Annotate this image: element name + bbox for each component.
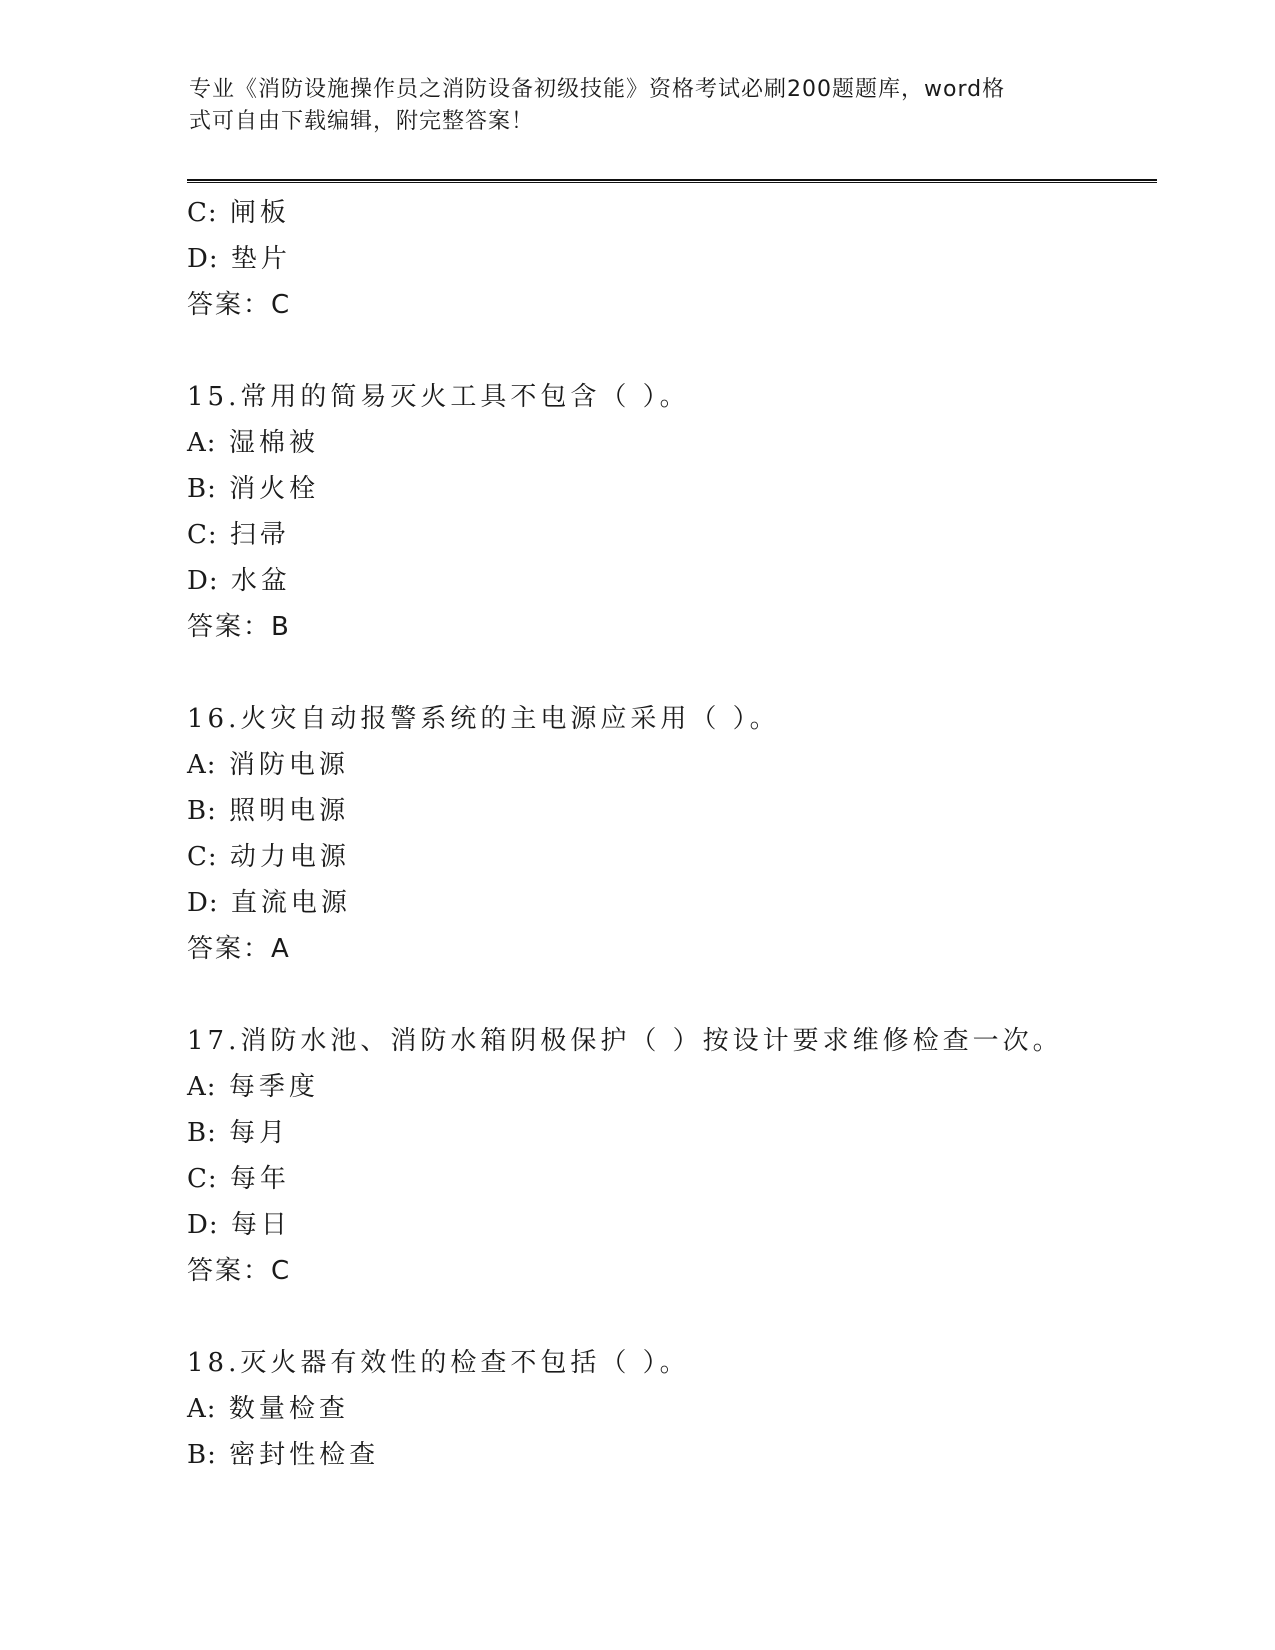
- option-text: 每月: [229, 1118, 290, 1148]
- option-letter: C:: [187, 520, 218, 550]
- spacer: [187, 1294, 1147, 1340]
- option-a: [187, 420, 1147, 466]
- option-c: [187, 1156, 1147, 1202]
- option-text: 数量检查: [228, 1394, 349, 1424]
- option-letter: C:: [187, 198, 218, 228]
- option-text: 密封性检查: [229, 1440, 380, 1470]
- option-letter: C:: [187, 1164, 218, 1194]
- option-text: 闸板: [229, 198, 290, 228]
- answer-line: 答案：C: [187, 1256, 292, 1286]
- option-c: [187, 190, 1147, 236]
- option-b: [187, 1110, 1147, 1156]
- option-text: 每日: [230, 1210, 291, 1240]
- option-letter: A:: [187, 750, 217, 780]
- option-letter: D:: [187, 1210, 219, 1240]
- header-line-2: 式可自由下载编辑，附完整答案！: [189, 109, 535, 134]
- option-b: [187, 788, 1147, 834]
- question-16: [187, 696, 1147, 972]
- option-letter: B:: [187, 1118, 217, 1148]
- option-text: 消火栓: [229, 474, 320, 504]
- option-text: 照明电源: [229, 796, 350, 826]
- option-text: 扫帚: [229, 520, 290, 550]
- option-b: [187, 1432, 1147, 1478]
- answer-line: 答案：C: [187, 290, 292, 320]
- option-letter: B:: [187, 1440, 217, 1470]
- option-d: [187, 1202, 1147, 1248]
- option-letter: A:: [187, 428, 217, 458]
- question-stem: 18.灭火器有效性的检查不包括（ ）。: [187, 1348, 690, 1378]
- option-letter: A:: [187, 1072, 217, 1102]
- option-text: 动力电源: [229, 842, 350, 872]
- spacer: [187, 972, 1147, 1018]
- question-stem: 16.火灾自动报警系统的主电源应采用（ ）。: [187, 704, 780, 734]
- option-c: [187, 834, 1147, 880]
- question-14-continued: [187, 190, 1147, 328]
- answer-line: 答案：A: [187, 934, 291, 964]
- spacer: [187, 328, 1147, 374]
- question-stem: 17.消防水池、消防水箱阴极保护（ ）按设计要求维修检查一次。: [187, 1026, 1063, 1056]
- option-a: [187, 1386, 1147, 1432]
- option-text: 消防电源: [228, 750, 349, 780]
- option-letter: D:: [187, 888, 219, 918]
- option-text: 直流电源: [230, 888, 351, 918]
- header-divider: [187, 179, 1157, 183]
- option-letter: B:: [187, 474, 217, 504]
- answer-line: 答案：B: [187, 612, 291, 642]
- option-c: [187, 512, 1147, 558]
- option-b: [187, 466, 1147, 512]
- question-17: [187, 1018, 1147, 1294]
- spacer: [187, 650, 1147, 696]
- option-letter: D:: [187, 244, 219, 274]
- option-a: [187, 742, 1147, 788]
- question-18: [187, 1340, 1147, 1478]
- option-letter: D:: [187, 566, 219, 596]
- option-text: 湿棉被: [228, 428, 319, 458]
- option-letter: C:: [187, 842, 218, 872]
- question-15: [187, 374, 1147, 650]
- question-stem: 15.常用的简易灭火工具不包含（ ）。: [187, 382, 690, 412]
- option-letter: B:: [187, 796, 217, 826]
- option-d: [187, 558, 1147, 604]
- option-text: 水盆: [230, 566, 291, 596]
- option-d: [187, 880, 1147, 926]
- option-text: 垫片: [230, 244, 291, 274]
- option-a: [187, 1064, 1147, 1110]
- header-line-1: 专业《消防设施操作员之消防设备初级技能》资格考试必刷200题题库，word格: [189, 77, 1006, 102]
- option-text: 每季度: [228, 1072, 319, 1102]
- document-body: [187, 190, 1147, 1478]
- document-header: [189, 74, 1079, 138]
- option-text: 每年: [229, 1164, 290, 1194]
- option-letter: A:: [187, 1394, 217, 1424]
- option-d: [187, 236, 1147, 282]
